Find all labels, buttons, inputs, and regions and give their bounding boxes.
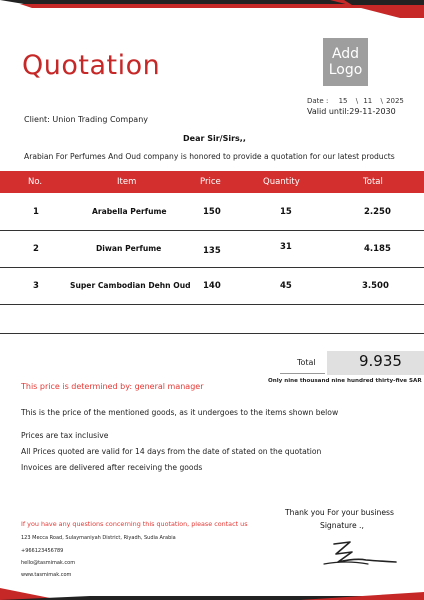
contact-address: 123 Mecca Road, Sulaymaniyah District, Riyadh, Sudia Arabia (21, 535, 176, 541)
date-month: 11 (363, 97, 373, 105)
logo-text-line1: Add (331, 46, 360, 62)
bottom-decorative-band (0, 588, 424, 600)
logo-placeholder (323, 38, 368, 86)
salutation: Dear Sir/Sirs,, (183, 134, 246, 143)
date-row (307, 97, 404, 105)
row-price: 140 (203, 281, 221, 291)
row-quantity: 31 (280, 242, 292, 252)
date-label: Date : (307, 97, 329, 105)
total-in-words: Only nine thousand nine hundred thirty-five SAR (268, 378, 422, 384)
price-determined-by: This price is determined by: general manager (21, 382, 204, 391)
table-end-divider (0, 333, 424, 334)
row-price: 135 (203, 246, 221, 256)
row-total: 4.185 (364, 244, 391, 254)
date-separator: \ (355, 97, 359, 105)
table-row (0, 267, 424, 305)
row-total: 2.250 (364, 207, 391, 217)
thank-you-text: Thank you For your business (285, 508, 394, 517)
contact-question: If you have any questions concerning this quotation, please contact us (21, 520, 248, 528)
row-no: 1 (33, 207, 39, 217)
signature-scribble (316, 530, 398, 574)
table-row (0, 230, 424, 268)
total-value: 9.935 (359, 352, 402, 370)
logo-text-line2: Logo (328, 62, 363, 78)
signature-label: Signature ., (320, 521, 364, 530)
note-line: Invoices are delivered after receiving the goods (21, 463, 203, 472)
row-no: 2 (33, 244, 39, 254)
note-line: Prices are tax inclusive (21, 431, 109, 440)
header-no: No. (28, 177, 43, 187)
table-header (0, 171, 424, 193)
header-quantity: Quantity (263, 177, 300, 187)
valid-until: Valid until:29-11-2030 (307, 107, 396, 116)
header-total: Total (363, 177, 383, 187)
date-day: 15 (338, 97, 348, 105)
row-quantity: 15 (280, 207, 292, 217)
note-line: This is the price of the mentioned goods, as it undergoes to the items shown below (21, 408, 339, 417)
row-no: 3 (33, 281, 39, 291)
contact-email: hello@tasmimak.com (21, 560, 76, 566)
row-total: 3.500 (362, 281, 389, 291)
document-title: Quotation (22, 50, 161, 81)
date-year: 2025 (386, 97, 404, 105)
row-item: Super Cambodian Dehn Oud (70, 281, 191, 290)
total-underline (280, 373, 325, 374)
contact-website: www.tasmimak.com (21, 572, 72, 578)
table-row (0, 193, 424, 231)
intro-text: Arabian For Perfumes And Oud company is honored to provide a quotation for our latest products (24, 152, 395, 161)
row-price: 150 (203, 207, 221, 217)
contact-phone: +966123456789 (21, 548, 64, 554)
top-decorative-band (0, 0, 424, 18)
header-item: Item (117, 177, 137, 187)
client-name: Client: Union Trading Company (24, 115, 149, 124)
row-item: Arabella Perfume (92, 207, 167, 216)
row-quantity: 45 (280, 281, 292, 291)
note-line: All Prices quoted are valid for 14 days from the date of stated on the quotation (21, 447, 322, 456)
row-item: Diwan Perfume (96, 244, 162, 253)
date-separator: \ (380, 97, 383, 105)
header-price: Price (200, 177, 221, 187)
total-label: Total (297, 358, 316, 367)
